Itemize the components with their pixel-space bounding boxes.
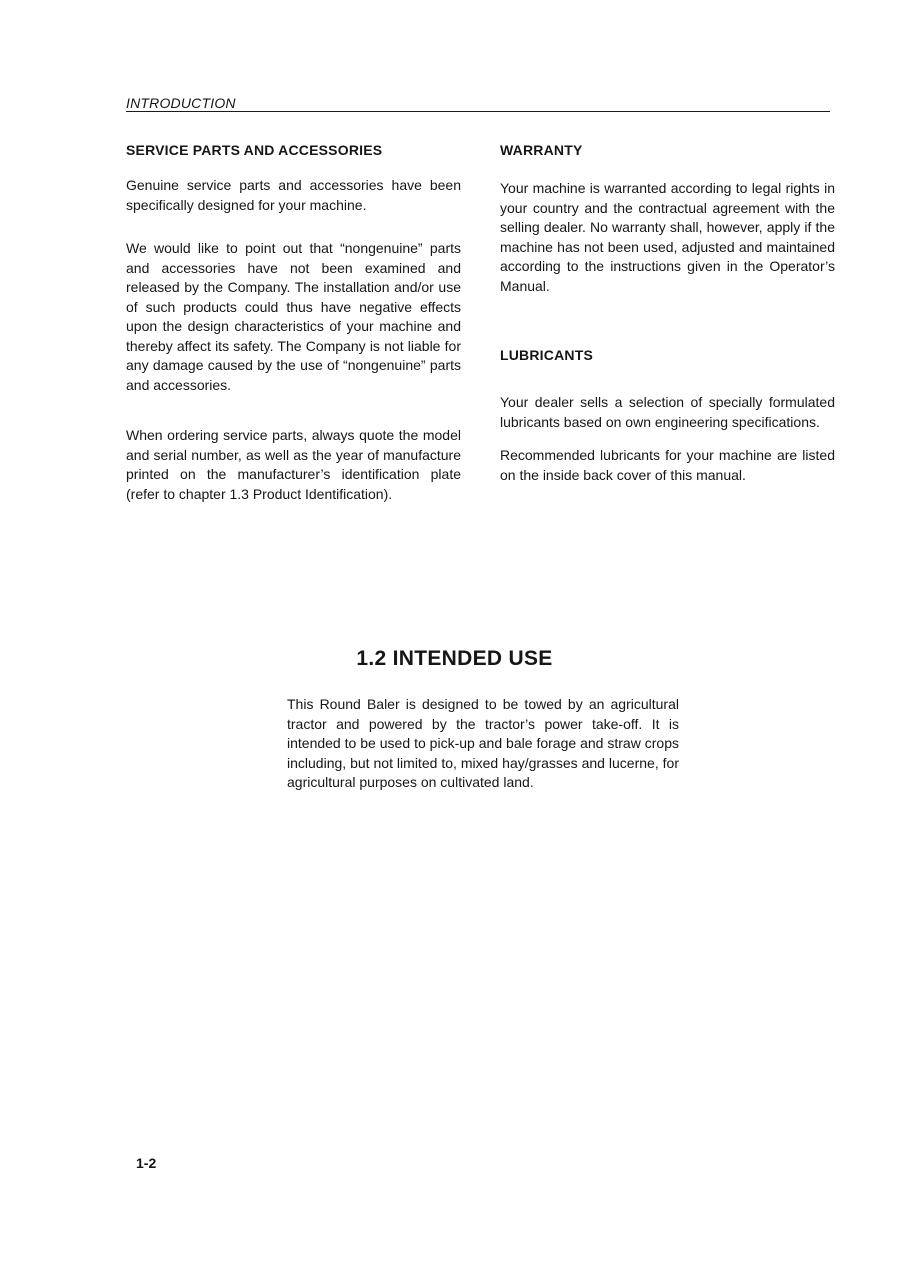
service-parts-paragraph: We would like to point out that “nongenuine” parts and accessories have not been examined and released by the Company. The installation and/or use of such products could thus have negative effects upon the design characteristics of your machine and thereby affect its safety. The Company is not liable for any damage caused by the use of “nongenuine” parts and accessories. <box>126 240 461 393</box>
service-parts-heading: SERVICE PARTS AND ACCESSORIES <box>126 142 383 158</box>
warranty-paragraph: Your machine is warranted according to legal rights in your country and the contractual agreement with the selling dealer. No warranty shall, however, apply if the machine has not been used, adjusted and maintained according to the instructions given in the Operator’s Manual. <box>500 180 835 294</box>
service-parts-paragraph: Genuine service parts and accessories have been specifically designed for your machine. <box>126 177 461 213</box>
service-parts-column <box>126 142 461 504</box>
header-section-label: INTRODUCTION <box>126 95 236 111</box>
warranty-heading: WARRANTY <box>500 142 583 158</box>
lubricants-paragraph: Your dealer sells a selection of specially formulated lubricants based on own engineering specifications. <box>500 394 835 430</box>
service-parts-paragraph: When ordering service parts, always quote the model and serial number, as well as the year of manufacture printed on the manufacturer’s identification plate (refer to chapter 1.3 Product Identification). <box>126 427 461 502</box>
intended-use-paragraph: This Round Baler is designed to be towed by an agricultural tractor and powered by the tractor’s power take-off. It is intended to be used to pick-up and bale forage and straw crops including, but not limited to, mixed hay/grasses and lucerne, for agricultural purposes on cultivated land. <box>287 696 679 790</box>
warranty-lubricants-column <box>500 142 835 485</box>
lubricants-paragraph: Recommended lubricants for your machine are listed on the inside back cover of this manual. <box>500 447 835 483</box>
lubricants-heading: LUBRICANTS <box>500 347 593 363</box>
header-rule <box>126 111 830 112</box>
intended-use-title: 1.2 INTENDED USE <box>356 647 553 670</box>
page-number: 1-2 <box>136 1155 157 1171</box>
